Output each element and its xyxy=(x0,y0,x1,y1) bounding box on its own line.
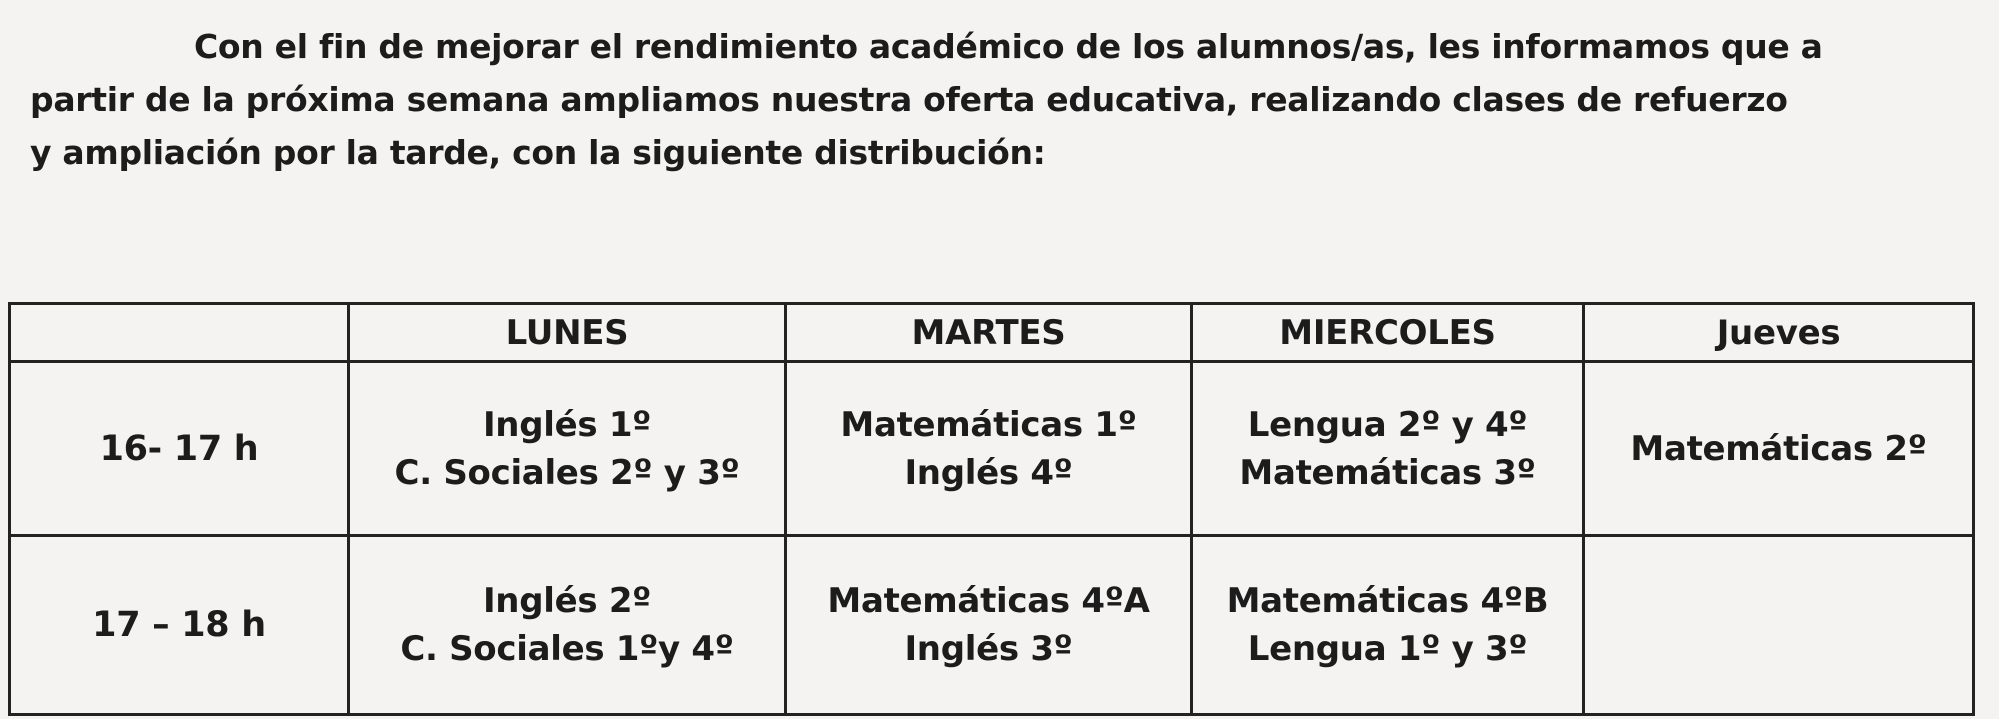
header-empty xyxy=(10,304,349,362)
cell-lunes xyxy=(349,536,786,715)
class-entry: Inglés 2º xyxy=(482,581,652,621)
class-entry: Inglés 1º xyxy=(482,404,652,445)
header-jueves: Jueves xyxy=(1584,304,1974,362)
class-entry: Matemáticas 4ºA xyxy=(827,581,1150,621)
schedule-table xyxy=(8,302,1975,716)
cell-jueves xyxy=(1584,362,1974,536)
class-entry: Inglés 4º xyxy=(904,452,1073,493)
class-entry: C. Sociales 2º y 3º xyxy=(394,452,740,493)
cell-miercoles xyxy=(1192,362,1584,536)
header-row xyxy=(10,304,1974,362)
class-entry: Matemáticas 2º xyxy=(1630,428,1927,469)
intro-paragraph xyxy=(30,20,1970,179)
intro-line: Con el fin de mejorar el rendimiento académico de los alumnos/as, les informamos que a xyxy=(194,27,1823,66)
header-miercoles: MIERCOLES xyxy=(1192,304,1584,362)
header-martes: MARTES xyxy=(786,304,1192,362)
table-row xyxy=(10,362,1974,536)
class-entry: Matemáticas 4ºB xyxy=(1226,581,1549,621)
class-entry: Lengua 2º y 4º xyxy=(1247,404,1528,445)
cell-martes xyxy=(786,536,1192,715)
intro-line: y ampliación por la tarde, con la siguiente distribución: xyxy=(30,133,1046,172)
class-entry: C. Sociales 1ºy 4º xyxy=(400,629,734,669)
cell-lunes xyxy=(349,362,786,536)
cell-miercoles xyxy=(1192,536,1584,715)
class-entry: Inglés 3º xyxy=(904,629,1073,669)
class-entry: Matemáticas 3º xyxy=(1239,452,1536,493)
cell-jueves xyxy=(1584,536,1974,715)
class-entry: Lengua 1º y 3º xyxy=(1247,629,1528,669)
cell-martes xyxy=(786,362,1192,536)
table-row xyxy=(10,536,1974,715)
time-slot: 17 – 18 h xyxy=(10,536,349,715)
class-entry: Matemáticas 1º xyxy=(840,404,1137,445)
header-lunes: LUNES xyxy=(349,304,786,362)
time-slot: 16- 17 h xyxy=(10,362,349,536)
intro-line: partir de la próxima semana ampliamos nuestra oferta educativa, realizando clases de refuerzo xyxy=(30,80,1788,119)
